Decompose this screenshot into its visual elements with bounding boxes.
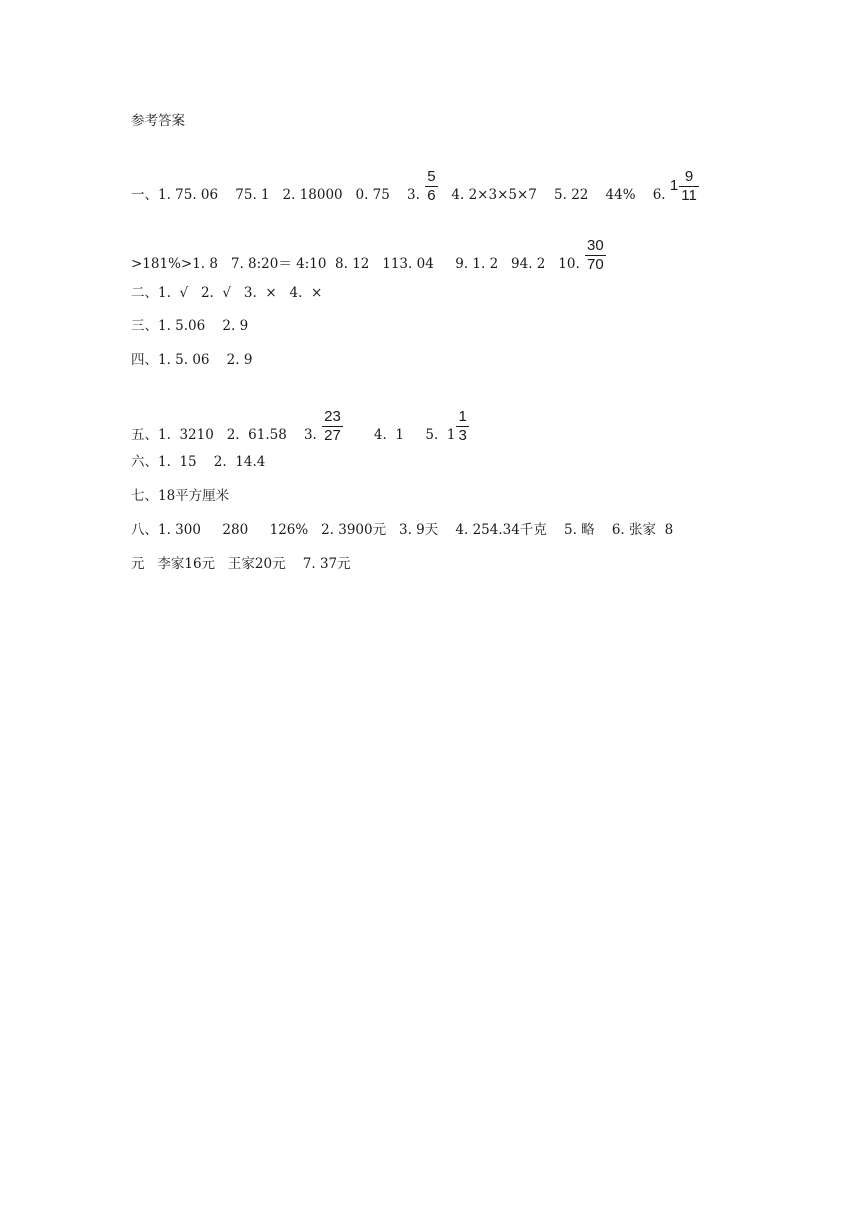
section-7: 七、18平方厘米	[131, 488, 230, 504]
fraction-numerator: 9	[679, 169, 699, 187]
fraction-denominator: 6	[427, 186, 436, 204]
fraction-5-6	[425, 169, 437, 204]
page-title: 参考答案	[131, 113, 185, 129]
section-1-text-b: 4. 2×3×5×7 5. 22 44% 6.	[438, 186, 670, 203]
section-3: 三、1. 5.06 2. 9	[131, 318, 249, 334]
section-8-line-1: 八、1. 300 280 126% 2. 3900元 3. 9天 4. 254.34千克 5. 略 6. 张家 8	[131, 522, 674, 538]
section-5-text-b: 4. 1 5. 1	[343, 426, 456, 443]
mixed-number-whole: 1	[669, 176, 679, 194]
section-8-line-2: 元 李家16元 王家20元 7. 37元	[131, 556, 351, 572]
fraction-1-3	[456, 409, 468, 444]
fraction-9-11	[679, 169, 699, 204]
fraction-denominator: 27	[324, 426, 341, 444]
section-5	[131, 408, 470, 453]
section-1-text-c: >181%>1. 8 7. 8:20＝ 4:10 8. 12 113. 04 9. 1. 2 94. 2 10.	[131, 255, 585, 272]
fraction-denominator: 3	[458, 426, 467, 444]
section-5-text-a: 五、1. 3210 2. 61.58 3.	[131, 426, 322, 443]
fraction-23-27	[322, 409, 343, 444]
fraction-numerator: 5	[427, 168, 436, 185]
fraction-numerator: 1	[458, 408, 467, 425]
section-2: 二、1. √ 2. √ 3. × 4. ×	[131, 285, 323, 301]
section-4: 四、1. 5. 06 2. 9	[131, 352, 253, 368]
section-1-text-a: 一、1. 75. 06 75. 1 2. 18000 0. 75 3.	[131, 186, 425, 203]
section-1-line-1	[131, 168, 700, 213]
fraction-numerator: 23	[324, 408, 341, 425]
section-1-line-2	[131, 237, 607, 282]
fraction-denominator: 11	[681, 186, 697, 204]
fraction-30-70	[585, 238, 606, 273]
fraction-denominator: 70	[587, 255, 604, 273]
section-6: 六、1. 15 2. 14.4	[131, 454, 266, 470]
fraction-numerator: 30	[587, 237, 604, 254]
